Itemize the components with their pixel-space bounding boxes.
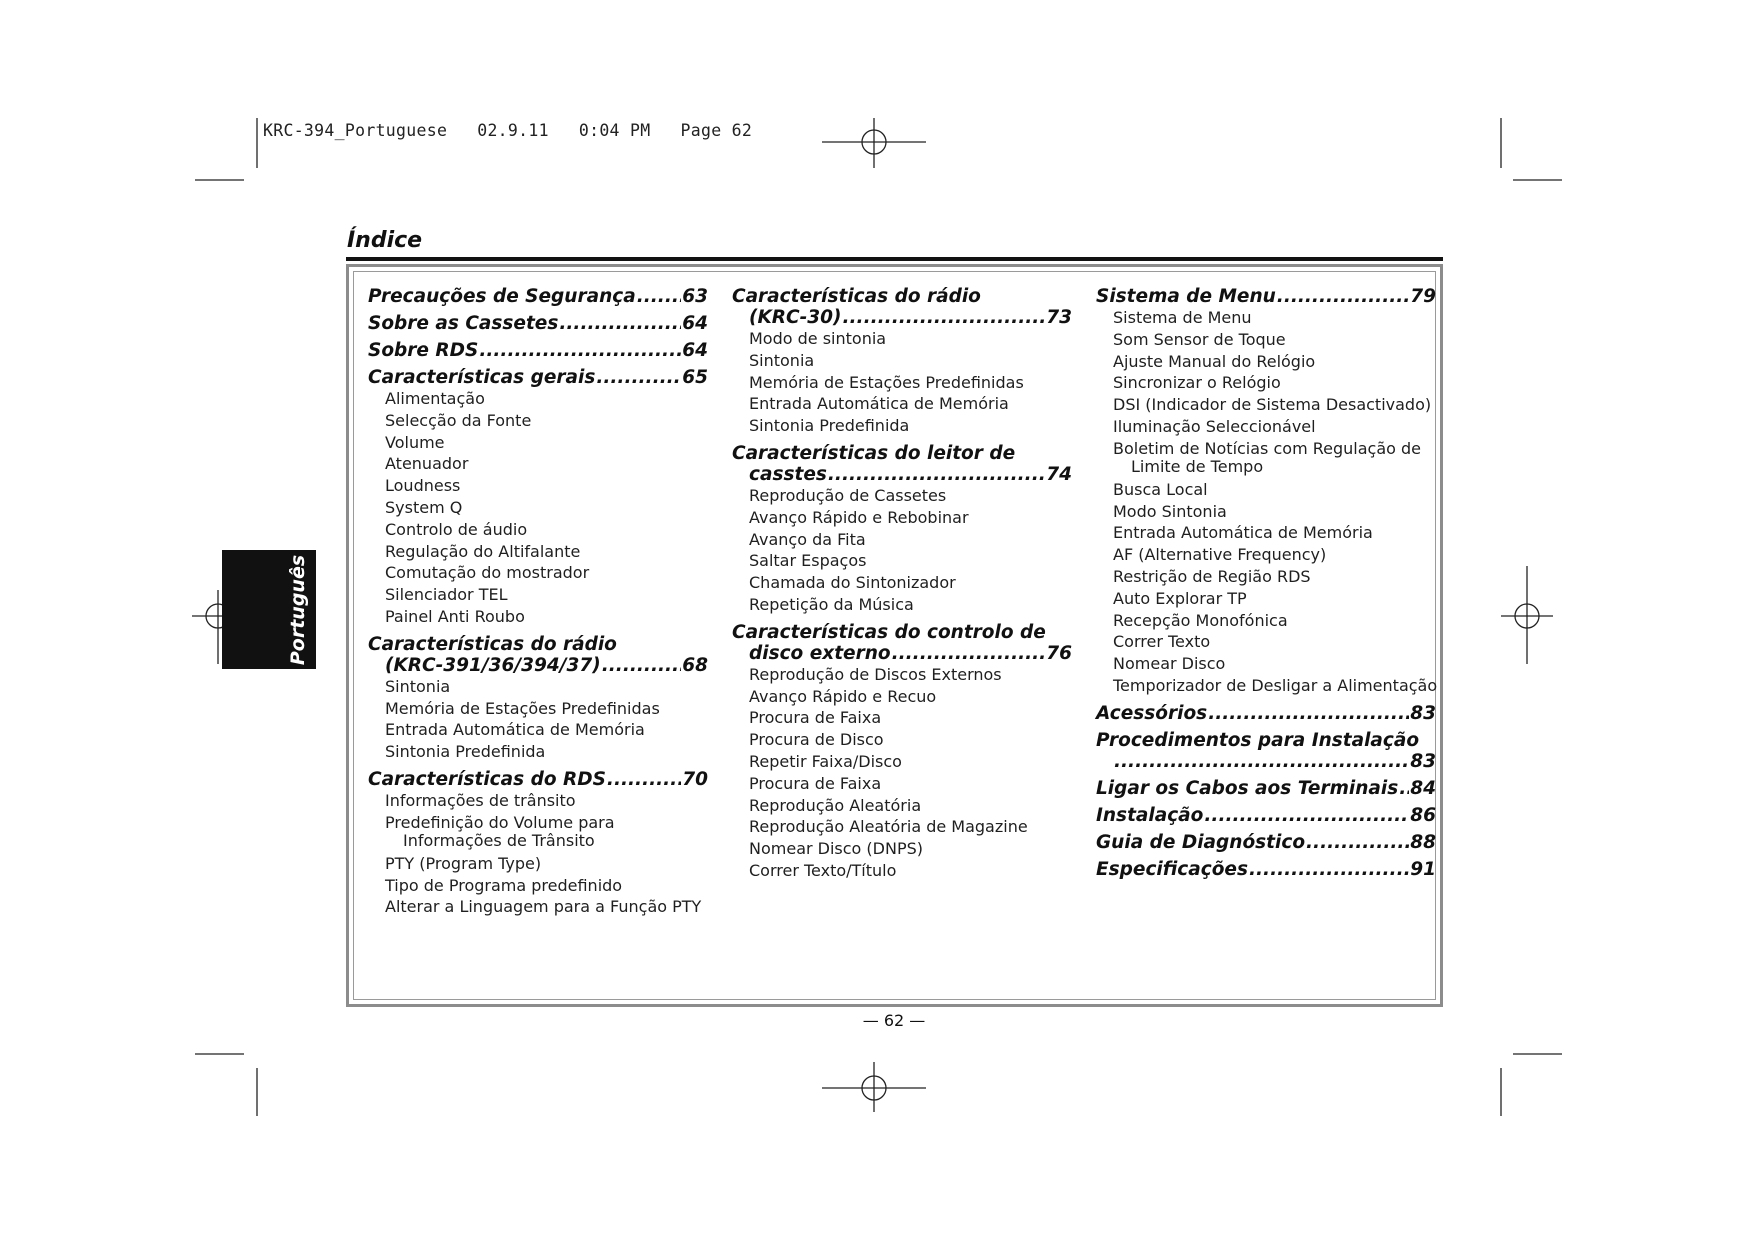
toc-item: Correr Texto xyxy=(1113,632,1211,652)
toc-item: Reprodução de Cassetes xyxy=(749,485,947,505)
toc-item: Busca Local xyxy=(1113,479,1208,499)
toc-heading-line xyxy=(732,307,1072,328)
toc-item: Modo Sintonia xyxy=(1113,501,1227,521)
toc-item: Iluminação Seleccionável xyxy=(1113,416,1316,436)
toc-heading-title-cont: casstes xyxy=(749,463,827,485)
dot-leader xyxy=(596,367,681,388)
toc-heading-title: Acessórios xyxy=(1096,702,1208,724)
toc-item: Recepção Monofónica xyxy=(1113,610,1288,630)
toc-heading xyxy=(368,286,708,307)
toc-item: Entrada Automática de Memória xyxy=(749,394,1009,414)
toc-item: Chamada do Sintonizador xyxy=(749,573,956,593)
toc-page-ref: 91 xyxy=(1410,858,1436,880)
toc-item: AF (Alternative Frequency) xyxy=(1113,545,1327,565)
toc-item: Avanço Rápido e Recuo xyxy=(749,686,937,706)
toc-item: Reprodução Aleatória de Magazine xyxy=(749,817,1028,837)
toc-page-ref: 74 xyxy=(1046,463,1072,485)
toc-heading-title: Procedimentos para Instalação xyxy=(1096,729,1420,751)
toc-heading-title: Características gerais xyxy=(368,367,596,388)
title-rule xyxy=(346,257,1443,261)
dot-leader xyxy=(1208,703,1409,724)
toc-item: Sintonia xyxy=(749,350,815,370)
toc-heading xyxy=(1096,730,1436,772)
toc-item: Reprodução de Discos Externos xyxy=(749,664,1002,684)
toc-item: Regulação do Altifalante xyxy=(385,541,581,561)
print-time: 0:04 PM xyxy=(578,121,651,140)
toc-heading xyxy=(1096,703,1436,724)
toc-heading-title-cont: disco externo xyxy=(749,642,891,664)
toc-item: Controlo de áudio xyxy=(385,519,528,539)
toc-heading-title: Especificações xyxy=(1096,858,1248,880)
toc-item: DSI (Indicador de Sistema Desactivado) xyxy=(1113,395,1432,415)
toc-item: Auto Explorar TP xyxy=(1113,588,1247,608)
toc-page-ref: 84 xyxy=(1410,777,1436,799)
toc-item: Sintonia Predefinida xyxy=(385,742,546,762)
toc-item: Repetição da Música xyxy=(749,594,914,614)
toc-heading xyxy=(732,286,1072,328)
page-title: Índice xyxy=(347,228,423,253)
toc-item: Sintonia Predefinida xyxy=(749,416,910,436)
toc-heading-line xyxy=(732,643,1072,664)
toc-page-ref: 68 xyxy=(682,654,708,676)
dot-leader xyxy=(637,286,682,307)
toc-page-ref: 83 xyxy=(1410,702,1436,724)
toc-item: Repetir Faixa/Disco xyxy=(749,751,902,771)
toc-heading xyxy=(1096,286,1436,307)
toc-column-1 xyxy=(368,286,708,918)
toc-item: Volume xyxy=(385,432,445,452)
toc-page-ref: 83 xyxy=(1410,750,1436,772)
toc-heading xyxy=(1096,859,1436,880)
print-slug xyxy=(263,121,782,140)
toc-item: Avanço da Fita xyxy=(749,529,866,549)
registration-mark-bottom xyxy=(822,1062,926,1112)
toc-item: Correr Texto/Título xyxy=(749,860,897,880)
toc-item: Avanço Rápido e Rebobinar xyxy=(749,507,969,527)
toc-heading-title: Sistema de Menu xyxy=(1096,286,1276,307)
toc-item: Painel Anti Roubo xyxy=(385,606,525,626)
toc-page-ref: 73 xyxy=(1046,307,1072,328)
toc-page-ref: 76 xyxy=(1046,642,1072,664)
toc-item: Silenciador TEL xyxy=(385,585,508,605)
toc-heading-title: Sobre RDS xyxy=(368,340,479,361)
toc-column-3 xyxy=(1096,286,1436,880)
dot-leader xyxy=(1114,751,1409,772)
toc-item: PTY (Program Type) xyxy=(385,853,542,873)
toc-item: Alterar a Linguagem para a Função PTY xyxy=(385,897,702,917)
toc-heading-title: Características do controlo de xyxy=(732,621,1046,643)
toc-heading-line xyxy=(732,464,1072,485)
page-number: — 62 — xyxy=(862,1011,926,1030)
toc-heading xyxy=(732,443,1072,485)
toc-item: Boletim de Notícias com Regulação de Limite de Tempo xyxy=(1096,440,1436,476)
toc-item: Predefinição do Volume para Informações de Trânsito xyxy=(368,814,708,850)
toc-page-ref: 70 xyxy=(682,768,708,790)
toc-item: Som Sensor de Toque xyxy=(1113,329,1286,349)
dot-leader xyxy=(1204,805,1409,826)
toc-item: Comutação do mostrador xyxy=(385,563,590,583)
toc-page-ref: 63 xyxy=(682,286,708,307)
toc-item-cont: Limite de Tempo xyxy=(1131,456,1264,476)
toc-heading-title: Características do leitor de xyxy=(732,442,1016,464)
toc-heading-title: Características do rádio xyxy=(368,633,617,655)
dot-leader xyxy=(1399,778,1409,799)
toc-column-2 xyxy=(732,286,1072,882)
toc-item: Saltar Espaços xyxy=(749,551,867,571)
dot-leader xyxy=(607,769,681,790)
toc-item-cont: Informações de Trânsito xyxy=(403,830,595,850)
dot-leader xyxy=(828,464,1045,485)
print-page: Page 62 xyxy=(680,121,753,140)
toc-heading-title: Instalação xyxy=(1096,804,1204,826)
toc-item: Modo de sintonia xyxy=(749,329,887,348)
toc-page-ref: 88 xyxy=(1410,831,1436,853)
dot-leader xyxy=(479,340,681,361)
toc-heading-title: Características do rádio xyxy=(732,286,981,307)
toc-item: Procura de Faixa xyxy=(749,773,882,793)
toc-page-ref: 79 xyxy=(1410,286,1436,307)
toc-page-ref: 64 xyxy=(682,340,708,361)
dot-leader xyxy=(1249,859,1409,880)
toc-item: Alimentação xyxy=(385,389,485,408)
registration-mark-top xyxy=(822,118,926,168)
toc-heading-title-cont: (KRC-391/36/394/37) xyxy=(385,654,601,676)
toc-item: Informações de trânsito xyxy=(385,790,576,810)
toc-item: System Q xyxy=(385,497,463,517)
dot-leader xyxy=(843,307,1046,328)
toc-item: Selecção da Fonte xyxy=(385,410,532,430)
dot-leader xyxy=(892,643,1046,664)
toc-item: Procura de Disco xyxy=(749,730,884,750)
toc-item: Restrição de Região RDS xyxy=(1113,566,1311,586)
toc-page-ref: 64 xyxy=(682,313,708,334)
toc-heading-line xyxy=(368,655,708,676)
toc-heading xyxy=(368,634,708,676)
file-name: KRC-394_Portuguese xyxy=(263,121,448,140)
toc-item: Entrada Automática de Memória xyxy=(385,720,645,740)
toc-item: Nomear Disco xyxy=(1113,654,1226,674)
dot-leader xyxy=(1306,832,1409,853)
toc-heading xyxy=(1096,805,1436,826)
toc-heading-title: Ligar os Cabos aos Terminais xyxy=(1096,777,1399,799)
toc-item: Sintonia xyxy=(385,676,451,696)
toc-item: Tipo de Programa predefinido xyxy=(385,875,623,895)
dot-leader xyxy=(559,313,681,334)
toc-heading xyxy=(368,313,708,334)
toc-heading xyxy=(368,340,708,361)
toc-item: Temporizador de Desligar a Alimentação xyxy=(1113,675,1438,695)
toc-item: Nomear Disco (DNPS) xyxy=(749,839,924,859)
toc-heading-title-cont: (KRC-30) xyxy=(749,307,842,328)
toc-heading xyxy=(1096,832,1436,853)
toc-item: Atenuador xyxy=(385,454,469,474)
toc-page-ref: 65 xyxy=(682,367,708,388)
toc-item: Loudness xyxy=(385,476,461,496)
dot-leader xyxy=(602,655,682,676)
toc-heading xyxy=(732,622,1072,664)
toc-heading xyxy=(368,367,708,388)
toc-heading xyxy=(1096,778,1436,799)
toc-heading-line xyxy=(1096,751,1436,772)
toc-item: Entrada Automática de Memória xyxy=(1113,523,1373,543)
print-date: 02.9.11 xyxy=(477,121,549,140)
toc-heading xyxy=(368,769,708,790)
toc-page-ref: 86 xyxy=(1410,804,1436,826)
toc-item: Memória de Estações Predefinidas xyxy=(749,372,1024,392)
toc-item: Procura de Faixa xyxy=(749,708,882,728)
toc-item: Ajuste Manual do Relógio xyxy=(1113,351,1316,371)
toc-heading-title: Sobre as Cassetes xyxy=(368,313,559,334)
dot-leader xyxy=(1277,286,1409,307)
toc-item: Sincronizar o Relógio xyxy=(1113,373,1281,393)
toc-item: Reprodução Aleatória xyxy=(749,795,922,815)
toc-heading-title: Guia de Diagnóstico xyxy=(1096,831,1306,853)
registration-mark-right xyxy=(1501,566,1553,664)
toc-heading-title: Precauções de Segurança xyxy=(368,286,636,307)
toc-heading-title: Características do RDS xyxy=(368,768,606,790)
toc-item: Sistema de Menu xyxy=(1113,308,1252,327)
toc-item: Memória de Estações Predefinidas xyxy=(385,698,660,718)
language-tab-label: Português xyxy=(287,554,309,666)
